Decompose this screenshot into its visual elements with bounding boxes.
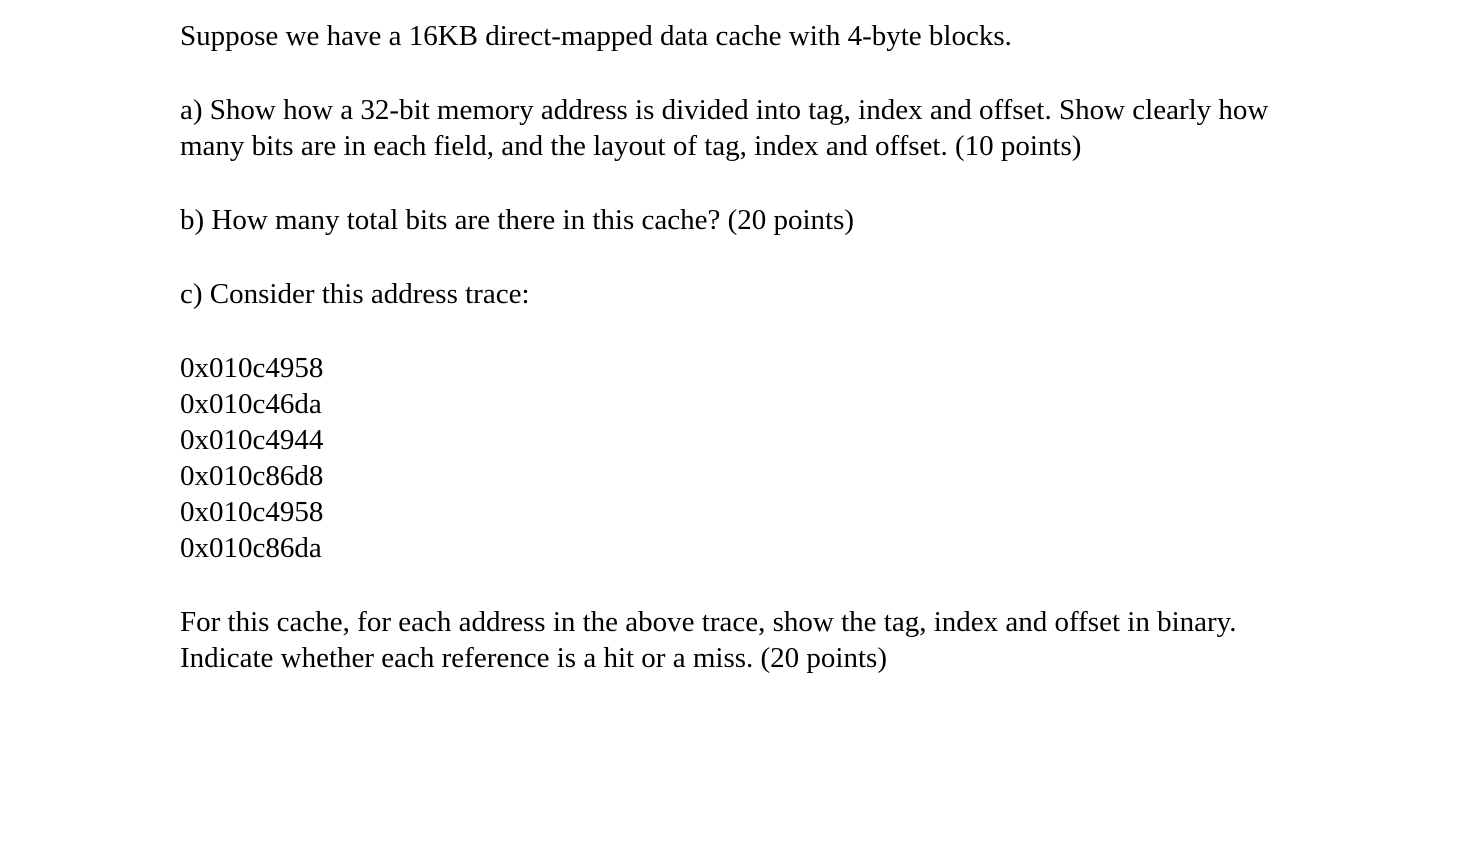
intro-text: Suppose we have a 16KB direct-mapped data cache with 4-byte blocks. <box>180 20 1012 52</box>
spacer <box>180 566 1420 604</box>
instructions-line-1: For this cache, for each address in the above trace, show the tag, index and offset in binary. <box>180 606 1237 638</box>
part-a-line-1: a) Show how a 32-bit memory address is divided into tag, index and offset. Show clearly how <box>180 94 1269 126</box>
trace-address: 0x010c86da <box>180 532 322 564</box>
trace-address: 0x010c4944 <box>180 424 324 456</box>
part-a-line-2: many bits are in each field, and the layout of tag, index and offset. (10 points) <box>180 130 1082 162</box>
trace-address: 0x010c46da <box>180 388 322 420</box>
spacer <box>180 164 1420 202</box>
instructions-line-2: Indicate whether each reference is a hit or a miss. (20 points) <box>180 642 887 674</box>
trace-address: 0x010c86d8 <box>180 460 324 492</box>
trace-address: 0x010c4958 <box>180 352 324 384</box>
part-b-text: b) How many total bits are there in this cache? (20 points) <box>180 204 855 236</box>
trace-address: 0x010c4958 <box>180 496 324 528</box>
address-trace-list <box>180 350 1420 566</box>
spacer <box>180 54 1420 92</box>
document-body <box>180 18 1420 676</box>
spacer <box>180 238 1420 276</box>
part-c-text: c) Consider this address trace: <box>180 278 530 310</box>
spacer <box>180 312 1420 350</box>
